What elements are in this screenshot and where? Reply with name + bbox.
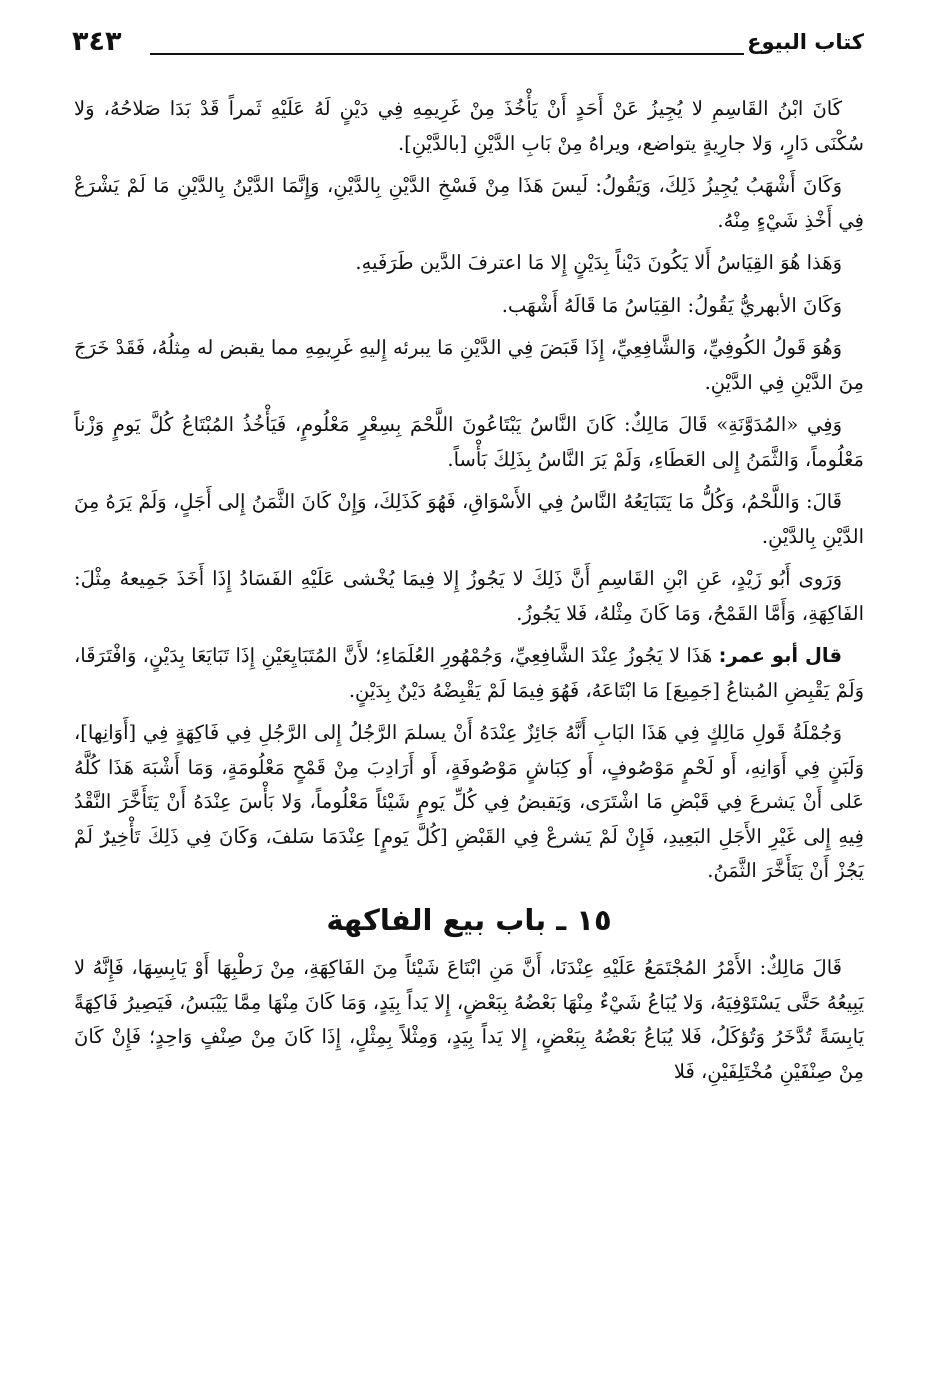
- paragraph: قَالَ: وَاللَّحْمُ، وَكُلُّ مَا يَتَبَايَعُهُ النَّاسُ فِي الأَسْوَاقِ، فَهُوَ كَذَلِكَ، وَإِنْ كَانَ الثَّمَنُ إِلى أَجَلٍ، وَلَمْ يَرَهُ مِنَ الدَّيْنِ بِالدَّيْنِ.: [74, 490, 864, 548]
- paragraph: وَكَانَ الأبهريُّ يَقُولُ: القِيَاسُ مَا قَالَهُ أَشْهَب.: [501, 293, 842, 317]
- running-title: كتاب البيوع: [747, 30, 864, 54]
- paragraph: وَهَذا هُوَ القِيَاسُ أَلا يَكُونَ دَيْناً بِدَيْنٍ إِلا مَا اعترفَ الدَّين طَرَفَيهِ.: [355, 251, 842, 274]
- paragraph: كَانَ ابْنُ القَاسِمِ لا يُجِيزُ عَنْ أَحَدٍ أَنْ يَأْخُذَ مِنْ غَرِيمِهِ فِي دَيْنٍ لَهُ عَلَيْهِ ثَمراً قَدْ بَدَا صَلاحُهُ، وَلا سُكْنَى دَارٍ، وَلا جارِيةٍ يتواضع، ويراهُ مِنْ بَابِ الدَّيْنِ [بالدَّيْنِ].: [74, 97, 864, 155]
- paragraph: وَكَانَ أَشْهَبُ يُجِيزُ ذَلِكَ، وَيَقُولُ: لَيسَ هَذَا مِنْ فَسْخِ الدَّيْنِ بِالدَّيْنِ، وَإِنَّمَا الدَّيْنُ بِالدَّيْنِ مَا لَمْ يَشْرَعْ فِي أَخْذِ شَيْءٍ مِنْهُ.: [74, 174, 864, 232]
- body-text: [74, 92, 864, 1097]
- paragraph-lead: قال أبو عمر:: [718, 644, 842, 667]
- paragraph-abu-umar: [74, 639, 864, 708]
- header-rule: [150, 53, 744, 55]
- paragraph: قَالَ مَالِكٌ: الأَمْرُ المُجْتَمَعُ عَلَيْهِ عِنْدَنَا، أَنَّ مَنِ ابْتَاعَ شَيْئاً مِنَ الفَاكِهَةِ، مِنْ رَطْبِهَا أَوْ يَابِسِهَا، فَإِنَّهُ لا يَبِيعُهُ حَتَّى يَسْتَوْفِيَهُ، وَلا يُبَاعُ شَيْءٌ مِنْهَا بَعْضُهُ بِبَعْضٍ، إِلا يَداً بِيَدٍ، وَمَا كَانَ مِنْهَا مِمَّا يَيْبَسُ، فَيَصِيرُ فَاكِهَةً يَابِسَةً تُدَّخَرُ وَتُؤكَلُ، فَلا يُبَاعُ بَعْضُهُ بِبَعْضٍ، إِلا يَداً بِيَدٍ، وَمِثْلاً بِمِثْلٍ، إِذَا كَانَ مِنْ صِنْفٍ وَاحِدٍ؛ فَإِنْ كَانَ مِنْ صِنْفَيْنِ مُخْتَلِفَيْنِ، فَلا: [74, 956, 864, 1083]
- section-heading: ١٥ ـ باب بيع الفاكهة: [326, 902, 612, 937]
- paragraph-body: هَذَا لا يَجُوزُ عِنْدَ الشَّافِعِيِّ، وَجُمْهُورِ العُلَمَاءِ؛ لأَنَّ المُتَبَايِعَيْنِ إِذَا تَبَايَعَا بِدَيْنٍ، وَافْتَرَقَا، وَلَمْ يَقْبِضِ المُبتاعُ [جَمِيعَ] مَا ابْتَاعَهُ، فَهُوَ فِيمَا لَمْ يَقْبِضْهُ دَيْنٌ بِدَيْنٍ.: [74, 644, 864, 702]
- page-header: [72, 24, 864, 66]
- paragraph: وَفِي «المُدَوَّنَةِ» قَالَ مَالِكٌ: كَانَ النَّاسُ يَبْتَاعُونَ اللَّحْمَ بِسِعْرٍ مَعْلُومٍ، فَيَأْخُذُ المُبْتَاعُ كُلَّ يَومٍ وَزْناً مَعْلُوماً، وَالثَّمَنُ إِلى العَطَاءِ، وَلَمْ يَرَ النَّاسُ بِذَلِكَ بَأْساً.: [74, 413, 864, 471]
- page-number: ٣٤٣: [72, 26, 122, 57]
- paragraph: وَرَوى أَبُو زَيْدٍ، عَنِ ابْنِ القَاسِمِ أَنَّ ذَلِكَ لا يَجُوزُ إِلا فِيمَا يُخْشى عَلَيْهِ الفَسَادُ إِذَا أَخَذَ جَمِيعهُ مِثْلَ: الفَاكِهَةِ، وَأَمَّا القَمْحُ، وَمَا كَانَ مِثْلهُ، فَلا يَجُوزُ.: [74, 567, 864, 625]
- paragraph: وَجُمْلَةُ قَولِ مَالِكٍ فِي هَذَا البَابِ أَنَّهُ جَائِزٌ عِنْدَهُ أَنْ يسلمَ الرَّجُلُ إِلى الرَّجُلِ فِي فَاكِهَةٍ فِي [أَوَانِها]، وَلَبَنٍ فِي أَوَانِهِ، أَو لَحْمٍ مَوْصُوفٍ، أَو كِبَاشٍ مَوْصُوفَةٍ، أَو أَرَادِبَ مِنْ قَمْحٍ مَعْلُومَةٍ، وَمَا أَشْبَهَ هَذَا كُلَّهُ عَلى أَنْ يَشرعَ فِي قَبْضِ مَا اشْتَرَى، وَيَقبضُ فِي كُلِّ يَومٍ شَيْئاً مَعْلُوماً، وَلا بَأْسَ عِنْدَهُ أَنْ يَتَأَخَّرَ النَّقْدُ فِيهِ إِلى غَيْرِ الأَجَلِ البَعِيدِ، فَإِنْ لَمْ يَشرعْ فِي القَبْضِ [كُلَّ يَومٍ] عِنْدَمَا سَلفَ، وَكَانَ فِي ذَلِكَ تَأْخِيرٌ لَمْ يَجُزْ أَنْ يَتَأَخَّرَ الثَّمَنُ.: [74, 721, 864, 882]
- paragraph: وَهُوَ قَولُ الكُوفِيِّ، وَالشَّافِعِيِّ، إِذَا قَبَضَ فِي الدَّيْنِ مَا يبرئه إِليهِ غَرِيمِهِ مما يقبض له مِثلُهُ، فَقَدْ خَرَجَ مِنَ الدَّيْنِ فِي الدَّيْنِ.: [74, 336, 864, 394]
